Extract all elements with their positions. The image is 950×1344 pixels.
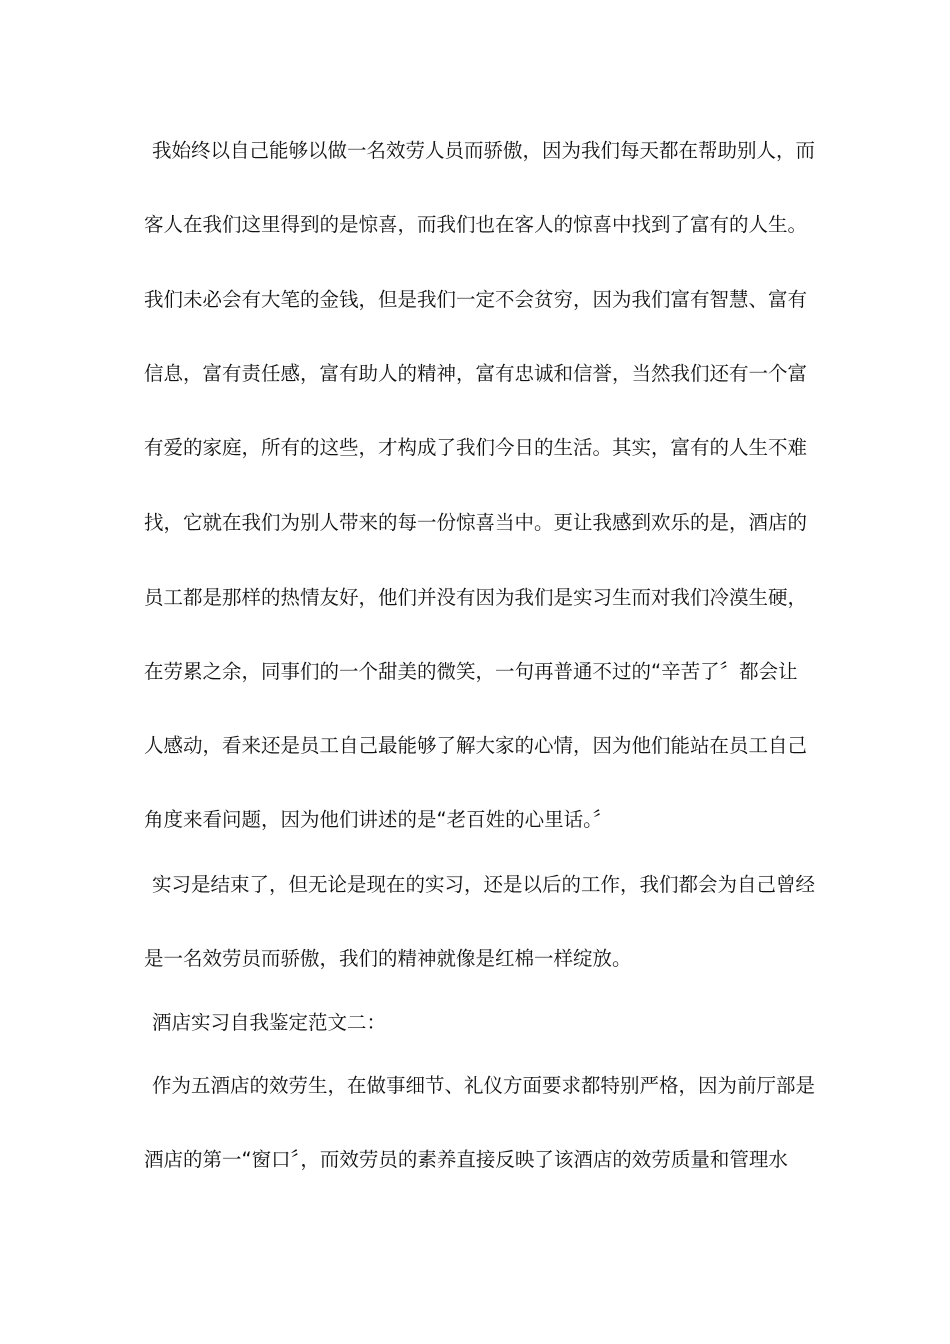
paragraph-1-line-9: 人感动，看来还是员工自己最能够了解大家的心情，因为他们能站在员工自己 — [144, 734, 808, 757]
paragraph-1-line-4: 信息，富有责任感，富有助人的精神，富有忠诚和信誉，当然我们还有一个富 — [144, 362, 808, 385]
paragraph-1-line-7: 员工都是那样的热情友好，他们并没有因为我们是实习生而对我们冷漠生硬， — [144, 586, 808, 609]
paragraph-1-line-6: 找，它就在我们为别人带来的每一份惊喜当中。更让我感到欢乐的是，酒店的 — [144, 511, 808, 534]
paragraph-1-line-3: 我们未必会有大笔的金钱，但是我们一定不会贫穷，因为我们富有智慧、富有 — [144, 288, 808, 311]
paragraph-1-line-1: 我始终以自己能够以做一名效劳人员而骄傲，因为我们每天都在帮助别人，而 — [152, 139, 816, 162]
paragraph-2-line-1: 实习是结束了，但无论是现在的实习，还是以后的工作，我们都会为自己曾经 — [152, 873, 816, 896]
paragraph-3-line-1: 作为五酒店的效劳生，在做事细节、礼仪方面要求都特别严格，因为前厅部是 — [152, 1074, 816, 1097]
paragraph-1-line-8: 在劳累之余，同事们的一个甜美的微笑，一句再普通不过的“辛苦了〞都会让 — [144, 660, 798, 683]
paragraph-1-line-5: 有爱的家庭，所有的这些，才构成了我们今日的生活。其实，富有的人生不难 — [144, 436, 808, 459]
paragraph-1-line-2: 客人在我们这里得到的是惊喜，而我们也在客人的惊喜中找到了富有的人生。 — [144, 213, 808, 236]
paragraph-2-line-2: 是一名效劳员而骄傲，我们的精神就像是红棉一样绽放。 — [144, 947, 632, 970]
paragraph-3-line-2: 酒店的第一“窗口〞，而效劳员的素养直接反映了该酒店的效劳质量和管理水 — [144, 1148, 788, 1171]
paragraph-1-line-10: 角度来看问题，因为他们讲述的是“老百姓的心里话。〞 — [144, 808, 613, 831]
section-heading: 酒店实习自我鉴定范文二： — [152, 1011, 387, 1034]
